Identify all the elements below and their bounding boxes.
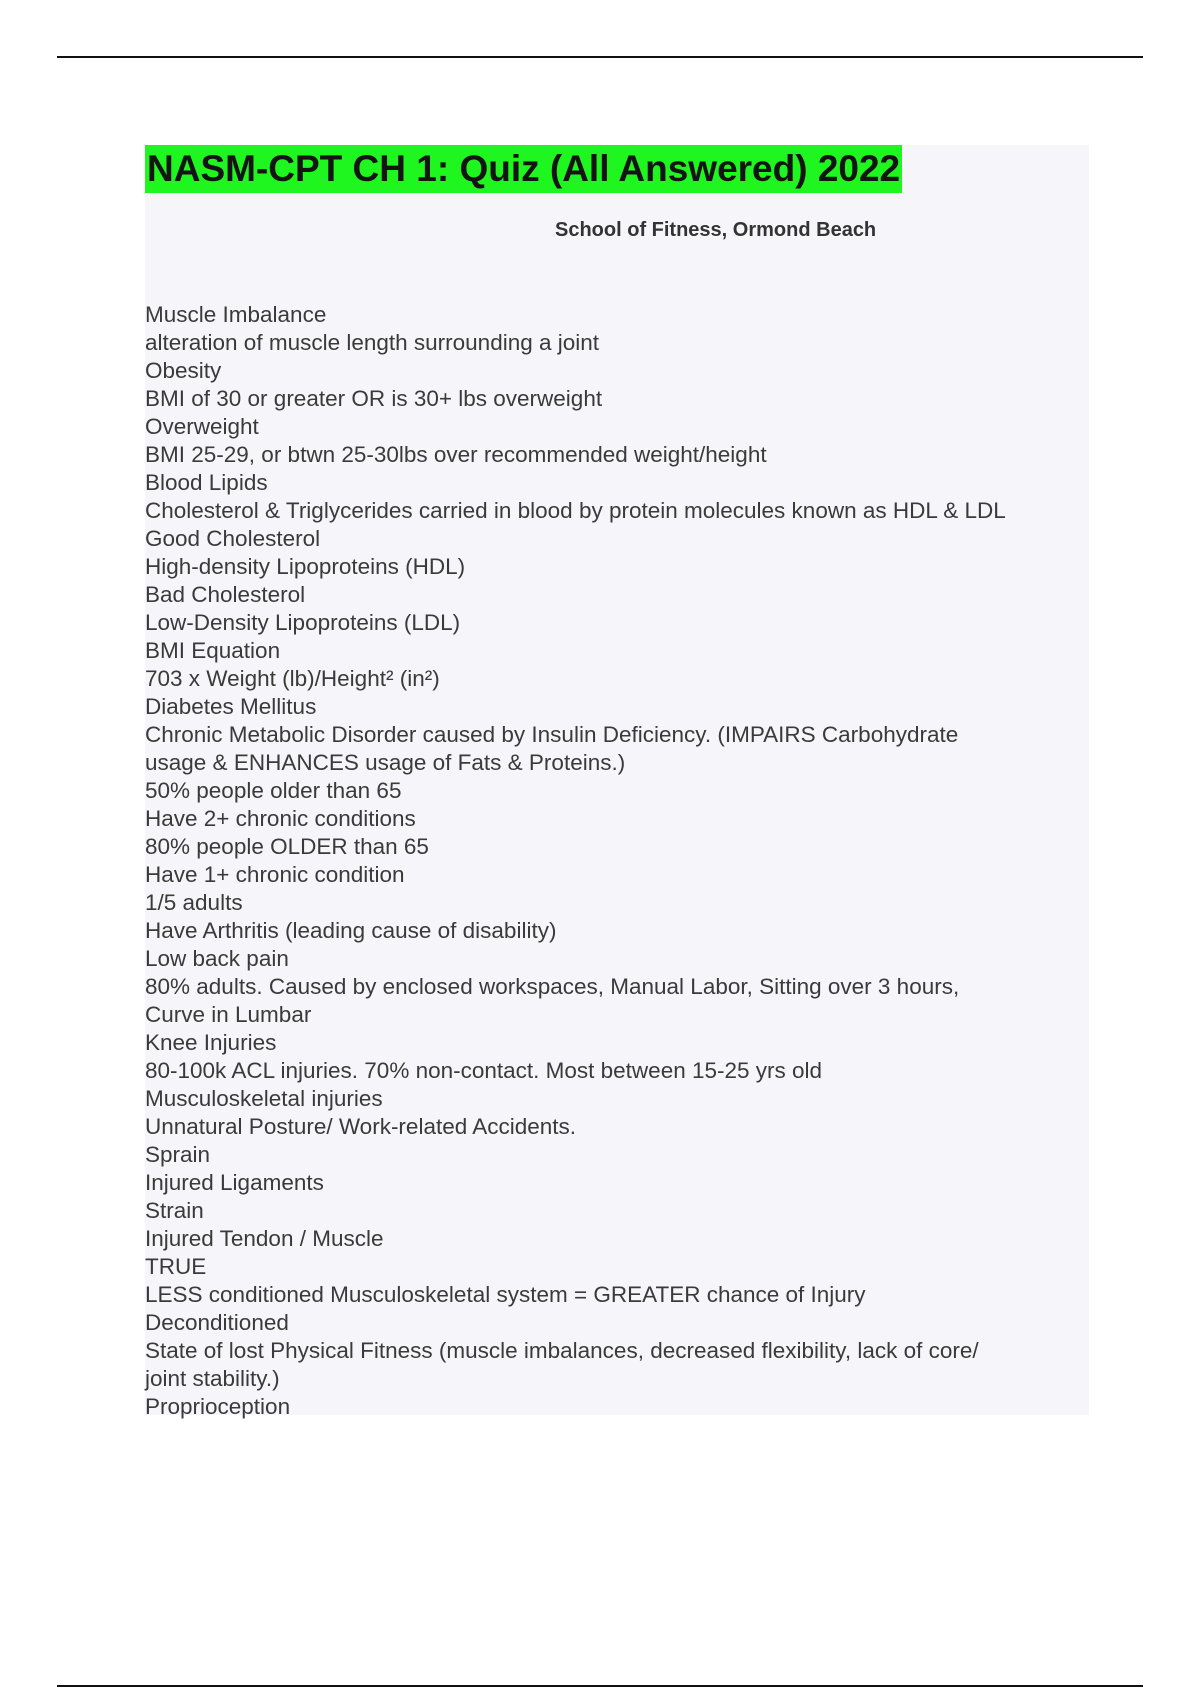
- quiz-line: High-density Lipoproteins (HDL): [145, 554, 466, 579]
- quiz-line: Muscle Imbalance: [145, 302, 327, 327]
- quiz-line: Overweight: [145, 414, 259, 439]
- quiz-line: Have Arthritis (leading cause of disability): [145, 918, 557, 943]
- quiz-line: Have 1+ chronic condition: [145, 862, 405, 887]
- quiz-line: Good Cholesterol: [145, 526, 321, 551]
- quiz-line: Proprioception: [145, 1394, 291, 1419]
- document-title: NASM-CPT CH 1: Quiz (All Answered) 2022: [145, 145, 902, 193]
- quiz-line: Bad Cholesterol: [145, 582, 306, 607]
- top-rule: [57, 56, 1143, 58]
- quiz-line: alteration of muscle length surrounding a joint: [145, 330, 600, 355]
- quiz-line: Chronic Metabolic Disorder caused by Insulin Deficiency. (IMPAIRS Carbohydrate: [145, 722, 959, 747]
- quiz-line: BMI of 30 or greater OR is 30+ lbs overweight: [145, 386, 603, 411]
- quiz-line: Low back pain: [145, 946, 289, 971]
- quiz-line: Unnatural Posture/ Work-related Accidents.: [145, 1114, 577, 1139]
- quiz-line: 703 x Weight (lb)/Height² (in²): [145, 666, 440, 691]
- quiz-line: Injured Tendon / Muscle: [145, 1226, 384, 1251]
- quiz-line: Obesity: [145, 358, 222, 383]
- quiz-line: TRUE: [145, 1254, 207, 1279]
- quiz-line: BMI Equation: [145, 638, 281, 663]
- quiz-line: Musculoskeletal injuries: [145, 1086, 383, 1111]
- quiz-line: Deconditioned: [145, 1310, 289, 1335]
- quiz-line: Diabetes Mellitus: [145, 694, 317, 719]
- quiz-line: joint stability.): [145, 1366, 280, 1391]
- quiz-line: 1/5 adults: [145, 890, 243, 915]
- quiz-line: Strain: [145, 1198, 204, 1223]
- quiz-line: LESS conditioned Musculoskeletal system = GREATER chance of Injury: [145, 1282, 866, 1307]
- quiz-line: usage & ENHANCES usage of Fats & Proteins.): [145, 750, 626, 775]
- quiz-line: Blood Lipids: [145, 470, 268, 495]
- quiz-line: BMI 25-29, or btwn 25-30lbs over recommended weight/height: [145, 442, 767, 467]
- quiz-lines: [145, 301, 1089, 1421]
- quiz-line: Injured Ligaments: [145, 1170, 324, 1195]
- quiz-line: 80-100k ACL injuries. 70% non-contact. Most between 15-25 yrs old: [145, 1058, 823, 1083]
- quiz-line: 80% people OLDER than 65: [145, 834, 429, 859]
- document-subtitle: School of Fitness, Ormond Beach: [555, 219, 877, 241]
- quiz-line: 80% adults. Caused by enclosed workspaces, Manual Labor, Sitting over 3 hours,: [145, 974, 960, 999]
- quiz-line: 50% people older than 65: [145, 778, 402, 803]
- bottom-rule: [57, 1685, 1143, 1687]
- quiz-line: Low-Density Lipoproteins (LDL): [145, 610, 461, 635]
- quiz-line: Cholesterol & Triglycerides carried in blood by protein molecules known as HDL & LDL: [145, 498, 1006, 523]
- quiz-line: Knee Injuries: [145, 1030, 277, 1055]
- quiz-line: Sprain: [145, 1142, 211, 1167]
- document-content: [145, 145, 1089, 1419]
- quiz-line: State of lost Physical Fitness (muscle imbalances, decreased flexibility, lack of core/: [145, 1338, 979, 1363]
- quiz-line: Curve in Lumbar: [145, 1002, 312, 1027]
- quiz-line: Have 2+ chronic conditions: [145, 806, 416, 831]
